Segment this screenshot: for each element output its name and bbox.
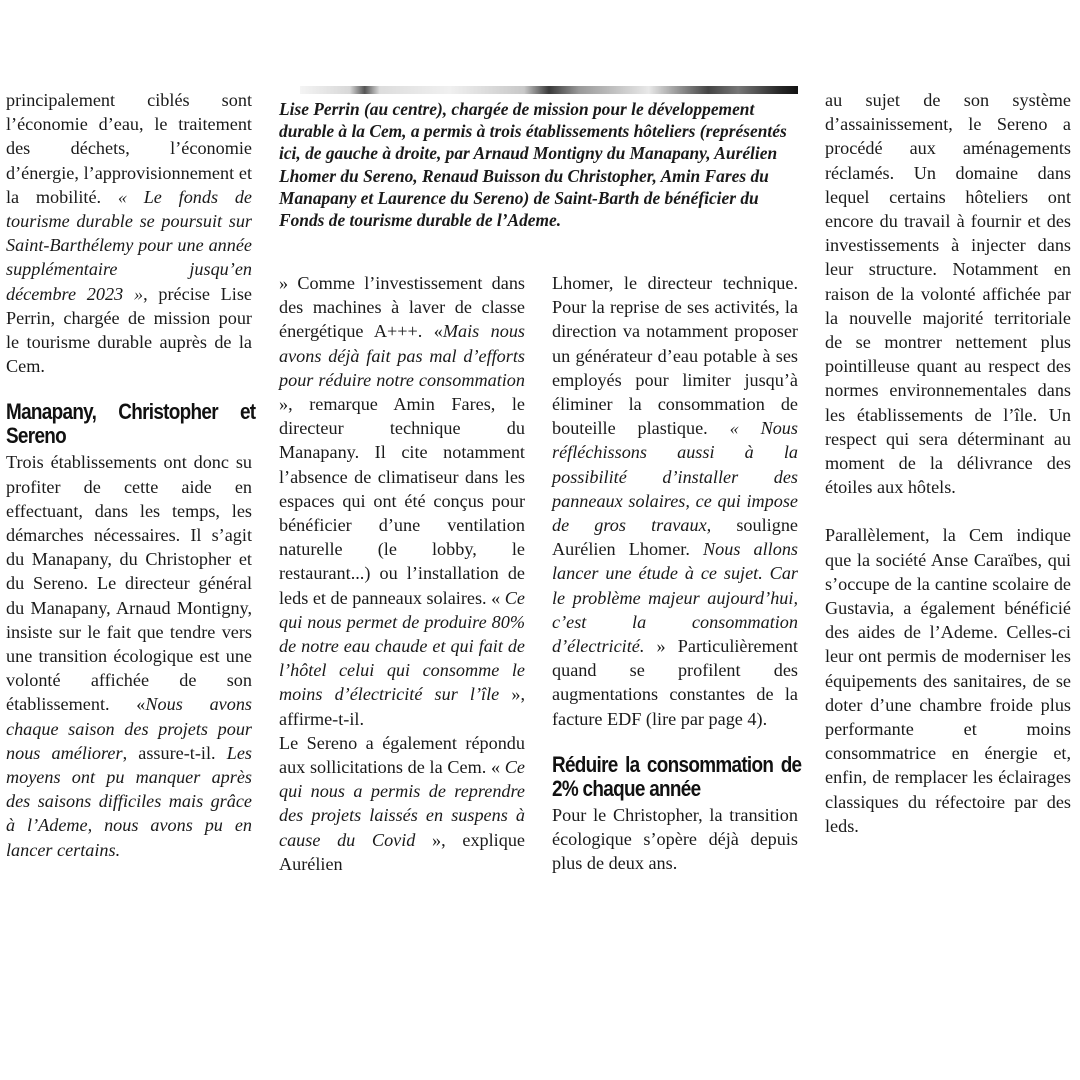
paragraph xyxy=(552,271,798,731)
paragraph: Pour le Christopher, la transition écologique s’opère déjà depuis plus de deux ans. xyxy=(552,804,798,874)
text-run: Lhomer, le directeur technique. Pour la reprise de ses activités, la direction va notamment proposer un générateur d’eau potable à ses employés pour limiter jusqu’à éliminer la consommation de bouteille plastique. xyxy=(552,273,798,439)
article-column-4 xyxy=(825,88,1071,838)
quote: Nous allons lancer une étude à ce sujet. Car le problème majeur aujourd’hui, c’est la consommation d’électricité. xyxy=(552,539,798,657)
text-run: », explique Aurélien xyxy=(279,829,525,874)
quote: « Le fonds de tourisme durable se poursuit sur Saint-Barthélemy pour une année supplémentaire jusqu’en décembre 2023 » xyxy=(6,186,252,304)
text-run: principalement ciblés sont l’économie d’eau, le traitement des déchets, l’économie d’énergie, l’approvisionnement et la mobilité. xyxy=(6,90,252,207)
text-run: , précise Lise Perrin, chargée de mission pour le tourisme durable auprès de la Cem. xyxy=(6,283,252,377)
text-run: » Comme l’investissement dans des machines à laver de classe énergétique A+++. « xyxy=(279,273,525,342)
text-run: Le Sereno a également répondu aux sollicitations de la Cem. « xyxy=(279,732,525,778)
text-run: souligne Aurélien Lhomer. xyxy=(552,515,798,560)
section-subhead: Réduire la consommation de 2% chaque année xyxy=(552,751,802,801)
article-column-1 xyxy=(6,88,256,862)
article-column-2 xyxy=(279,271,525,876)
quote: Ce qui nous a permis de reprendre des projets laissés en suspens à cause du Covid xyxy=(279,757,525,850)
paragraph xyxy=(279,271,525,731)
paragraph xyxy=(279,731,525,876)
paragraph-gap xyxy=(825,499,1071,523)
text-run: , assure-t-il. xyxy=(122,742,227,763)
quote: Mais nous avons déjà fait pas mal d’efforts pour réduire notre consommation xyxy=(279,321,525,390)
quote: Ce qui nous permet de produire 80% de notre eau chaude et qui fait de l’hôtel celui qui consomme le moins d’électricité sur l’île xyxy=(279,587,525,705)
quote: « Nous réfléchissons aussi à la possibilité d’installer des panneaux solaires, ce qui impose de gros travaux, xyxy=(552,418,798,536)
quote: Les moyens ont pu manquer après des saisons difficiles mais grâce à l’Ademe, nous avons pu en lancer certains. xyxy=(6,742,252,860)
section-subhead: Manapany, Christopher et Sereno xyxy=(6,399,256,449)
quote: Nous avons chaque saison des projets pour nous améliorer xyxy=(6,694,252,763)
paragraph: Parallèlement, la Cem indique que la société Anse Caraïbes, qui s’occupe de la cantine scolaire de Gustavia, a également bénéficié des aides de l’Ademe. Celles-ci leur ont permis de moderniser les équipements des sanitaires, de se doter d’une chambre froide plus performante et moins consommatrice en énergie et, enfin, de remplacer les éclairages classiques du réfectoire par des leds. xyxy=(825,525,1071,836)
paragraph: au sujet de son système d’assainissement, le Sereno a procédé aux aménagements réclamés. Un domaine dans lequel certains hôteliers ont encore du travail à fournir et des investissements à injecter dans leur structure. Notamment en raison de la volonté affichée par la nouvelle majorité territoriale de se montrer nettement plus pointilleuse quant au respect des normes environnementales dans les établissements de l’île. Un respect qui sera déterminant au moment de la délivrance des étoiles aux hôtels. xyxy=(825,90,1071,498)
photo-bottom-edge xyxy=(300,86,798,94)
text-run: », remarque Amin Fares, le directeur technique du Manapany. Il cite notamment l’absence de climatiseur dans les espaces qui ont été conçus pour bénéficier d’une ventilation naturelle (le lobby, le restaurant...) ou l’installation de leds et de panneaux solaires. « xyxy=(279,394,525,608)
photo-caption: Lise Perrin (au centre), chargée de mission pour le développement durable à la Cem, a permis à trois établissements hôteliers (représentés ici, de gauche à droite, par Arnaud Montigny du Manapany, Aurélien Lhomer du Sereno, Renaud Buisson du Christopher, Amin Fares du Manapany et Laurence du Sereno) de Saint-Barth de bénéficier du Fonds de tourisme durable de l’Ademe. xyxy=(279,99,787,231)
article-column-3 xyxy=(552,271,802,875)
text-run: », affirme-t-il. xyxy=(279,684,525,729)
text-run: Trois établissements ont donc su profiter de cette aide en effectuant, dans les temps, les démarches nécessaires. Il s’agit du Manapany, du Christopher et du Sereno. Le directeur général du Manapany, Arnaud Montigny, insiste sur le fait que tendre vers une transition écologique est une volonté affichée de son établissement. « xyxy=(6,452,252,715)
paragraph xyxy=(6,450,252,861)
paragraph xyxy=(6,88,252,378)
text-run: » Particulièrement quand se profilent des augmentations constantes de la facture EDF (lire par page 4). xyxy=(552,636,798,729)
